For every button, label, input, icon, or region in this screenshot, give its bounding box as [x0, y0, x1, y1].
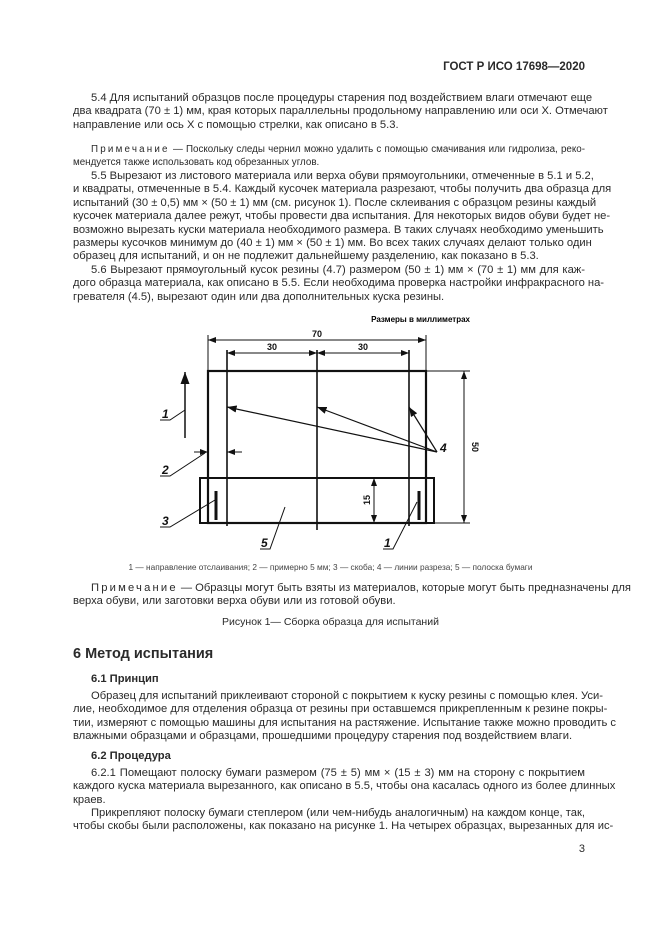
paragraph-6-2-1: [73, 767, 616, 807]
page-number: 3: [578, 843, 585, 855]
paragraph-6-2-1-cont: [73, 807, 614, 834]
note-line: верха обуви, или заготовки верха обуви или из готовой обуви.: [73, 595, 396, 608]
subsection-heading-6-1: 6.1 Принцип: [91, 673, 159, 685]
text-line: 5.6 Вырезают прямоугольный кусок резины (4.7) размером (50 ± 1) мм × (70 ± 1) мм для каж-: [91, 264, 585, 276]
text-line: возможно вырезать куски материала необходимого размера. В таких случаях необходимо уменьшить: [73, 223, 604, 236]
note-line: — Образцы могут быть взяты из материалов, которые могут быть предназначены для: [180, 582, 631, 594]
note-label: Примечание: [91, 144, 170, 155]
text-line: испытаний (30 ± 0,5) мм × (50 ± 1) мм (см. рисунок 1). После склеивания с образцом резины каждый: [73, 196, 597, 209]
callout: 3: [162, 514, 169, 528]
figure-legend: 1 — направление отслаивания; 2 — примерно 5 мм; 3 — скоба; 4 — линии разреза; 5 — полоска бумаги: [128, 562, 533, 572]
units-note: Размеры в миллиметрах: [371, 315, 470, 324]
section-heading-6: 6 Метод испытания: [73, 646, 214, 662]
text-line: размеры кусочков минимум до (40 ± 1) мм × (50 ± 1) мм. Во всех таких случаях делают только один: [73, 237, 592, 250]
text-line: краев.: [73, 793, 106, 806]
note-2: [73, 582, 631, 609]
paragraph-5-4: [73, 92, 608, 132]
text-line: лие, необходимое для отделения образца от резины при оставшемся прикрепленным к резине покры-: [73, 703, 608, 716]
callout: 4: [440, 441, 447, 455]
dim-label: 30: [357, 342, 369, 352]
callout: 1: [384, 536, 391, 550]
paragraph-5-5: [73, 170, 612, 264]
text-line: 6.2.1 Помещают полоску бумаги размером (75 ± 5) мм × (15 ± 3) мм на сторону с покрытием: [91, 767, 585, 779]
note-line: — Поскольку следы чернил можно удалить с помощью смачивания или гидролиза, реко-: [172, 144, 585, 155]
callout: 5: [261, 536, 268, 550]
note-label: Примечание: [91, 582, 178, 594]
figure-1-specimen-assembly: [0, 300, 661, 560]
figure-caption: Рисунок 1— Сборка образца для испытаний: [222, 616, 439, 628]
paragraph-6-1: [73, 690, 616, 744]
text-line: Образец для испытаний приклеивают стороной с покрытием к куску резины с помощью клея. Уси-: [91, 690, 603, 702]
text-line: 5.4 Для испытаний образцов после процедуры старения под воздействием влаги отмечают еще: [91, 92, 593, 104]
text-line: Прикрепляют полоску бумаги степлером (или чем-нибудь аналогичным) на каждом конце, так,: [91, 807, 585, 819]
text-line: влажными образцами и образцами, прошедшими процедуру старения под воздействием влаги.: [73, 730, 573, 743]
dim-label: 30: [266, 342, 278, 352]
paragraph-5-6: [73, 264, 605, 304]
document-id: ГОСТ Р ИСО 17698—2020: [443, 61, 585, 73]
subsection-heading-6-2: 6.2 Процедура: [91, 750, 171, 762]
text-line: кусочек материала далее режут, чтобы провести два испытания. Для некоторых видов обуви будет не-: [73, 210, 611, 223]
dim-label: 50: [470, 441, 480, 453]
note-line: мендуется также использовать код обрезанных углов.: [73, 157, 320, 168]
dim-label: 70: [311, 329, 323, 339]
callout: 1: [162, 407, 169, 421]
text-line: тии, измеряют с помощью машины для испытания на растяжение. Испытание также можно проводить с: [73, 716, 616, 729]
text-line: два квадрата (70 ± 1) мм, края которых параллельны продольному направлению или оси X. Отмечают: [73, 105, 608, 118]
text-line: чтобы скобы были расположены, как показано на рисунке 1. На четырех образцах, вырезанных для ис-: [73, 820, 614, 833]
text-line: каждого куска материала вырезанного, как описано в 5.5, чтобы она касалась одного из более длинных: [73, 780, 616, 793]
callout: 2: [162, 463, 169, 477]
text-line: 5.5 Вырезают из листового материала или верха обуви прямоугольники, отмеченные в 5.1 и 5.2,: [91, 170, 594, 182]
dim-label: 15: [362, 494, 372, 506]
text-line: гревателя (4.5), вырезают один или два дополнительных куска резины.: [73, 290, 445, 303]
text-line: образец для испытаний, и он не подлежит дальнейшему разделению, как показано в 5.3.: [73, 250, 539, 263]
text-line: дого образца материала, как описано в 5.5. Если необходима проверка настройки инфракрасного на-: [73, 277, 605, 290]
note-1: [73, 143, 585, 169]
text-line: и квадраты, отмеченные в 5.4. Каждый кусочек материала разрезают, чтобы получить два образца для: [73, 183, 612, 196]
text-line: направление или ось X с помощью стрелки, как описано в 5.3.: [73, 118, 399, 131]
